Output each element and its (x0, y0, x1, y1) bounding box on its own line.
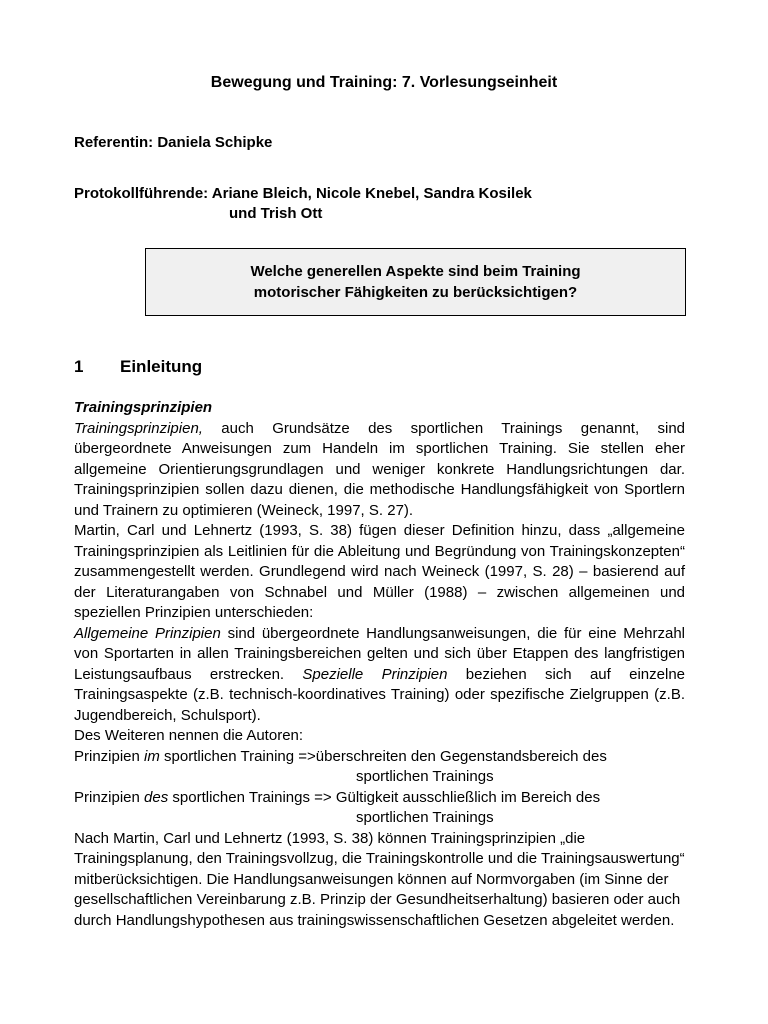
paragraph-1-term: Trainingsprinzipien, (74, 419, 203, 437)
principle-line-1-b: sportlichen Training =>überschreiten den Gegenstandsbereich des (159, 747, 607, 765)
paragraph-2: Martin, Carl und Lehnertz (1993, S. 38) fügen dieser Definition hinzu, dass „allgemeine Trainingsprinzipien als Leitlinien für die Ableitung und Begründung von Trainingskonzepten“ zusammengestellt werden. Grundlegend wird nach Weineck (1997, S. 28) – basierend auf der Literaturangaben von Schnabel und Müller (1988) – zwischen allgemeinen und speziellen Prinzipien unterschieden: (74, 522, 685, 621)
paragraph-3-text-1: sind übergeordnete Handlungsanweisungen, die für eine Mehrzahl von Sportarten in allen Trainingsbereichen gelten und sich über Etappen des langfristigen Leistungsaufbaus erstrecken. (74, 624, 685, 683)
principle-line-1-a: Prinzipien (74, 747, 145, 765)
body-text (74, 398, 685, 931)
principle-line-1-em: im (144, 747, 160, 765)
section-number: 1 (74, 357, 84, 376)
principle-line-2 (74, 788, 685, 809)
paragraph-3-term-1: Allgemeine Prinzipien (74, 624, 221, 642)
paragraph-3-term-2: Spezielle Prinzipien (302, 665, 448, 683)
document-title: Bewegung und Training: 7. Vorlesungseinheit (210, 74, 558, 91)
section-heading (74, 356, 202, 378)
protokoll-block (74, 184, 532, 224)
paragraph-3-text-2: beziehen sich auf einzelne Trainingsaspekte (z.B. technisch-koordinatives Training) oder spezifische Zielgruppen (z.B. Jugendbereich, Schulsport). (74, 665, 685, 724)
principle-line-1-cont: sportlichen Trainings (356, 768, 494, 785)
paragraph-1-text: auch Grundsätze des sportlichen Trainings genannt, sind übergeordnete Anweisungen zum Handeln im sportlichen Training. Sie stellen eher allgemeine Orientierungsgrundlagen und weniger konkrete Handlungsrichtungen dar. Trainingsprinzipien sollen dazu dienen, die methodische Handlungsfähigkeit von Sportlern und Trainern zu optimieren (Weineck, 1997, S. 27). (74, 419, 685, 519)
protokoll-line-1: Protokollführende: Ariane Bleich, Nicole Knebel, Sandra Kosilek (74, 185, 532, 202)
principle-line-2-a: Prinzipien (74, 788, 145, 806)
paragraph-1 (74, 419, 685, 522)
principle-line-1 (74, 747, 685, 768)
paragraph-3 (74, 624, 685, 727)
principle-line-2-cont: sportlichen Trainings (356, 809, 494, 826)
protokoll-line-2: und Trish Ott (229, 205, 323, 222)
paragraph-5: Nach Martin, Carl und Lehnertz (1993, S. 38) können Trainingsprinzipien „die Trainingsplanung, den Trainingsvollzug, die Trainingskontrolle und die Trainingsauswertung“ mitberücksichtigen. Die Handlungsanweisungen können auf Normvorgaben (im Sinne der gesellschaftlichen Vereinbarung z.B. Prinzip der Gesundheitserhaltung) basieren oder auch durch Handlungshypothesen aus trainingswissenschaftlichen Gesetzen abgeleitet werden. (74, 829, 685, 929)
subheading: Trainingsprinzipien (74, 399, 213, 416)
question-box (145, 248, 686, 316)
referent-line: Referentin: Daniela Schipke (74, 134, 273, 151)
principle-line-2-b: sportlichen Trainings => Gültigkeit ausschließlich im Bereich des (168, 788, 601, 806)
question-line-1: Welche generellen Aspekte sind beim Training (250, 263, 581, 280)
paragraph-4: Des Weiteren nennen die Autoren: (74, 727, 304, 744)
section-title: Einleitung (120, 357, 203, 376)
principle-line-2-em: des (144, 788, 169, 806)
question-line-2: motorischer Fähigkeiten zu berücksichtigen? (253, 284, 578, 301)
